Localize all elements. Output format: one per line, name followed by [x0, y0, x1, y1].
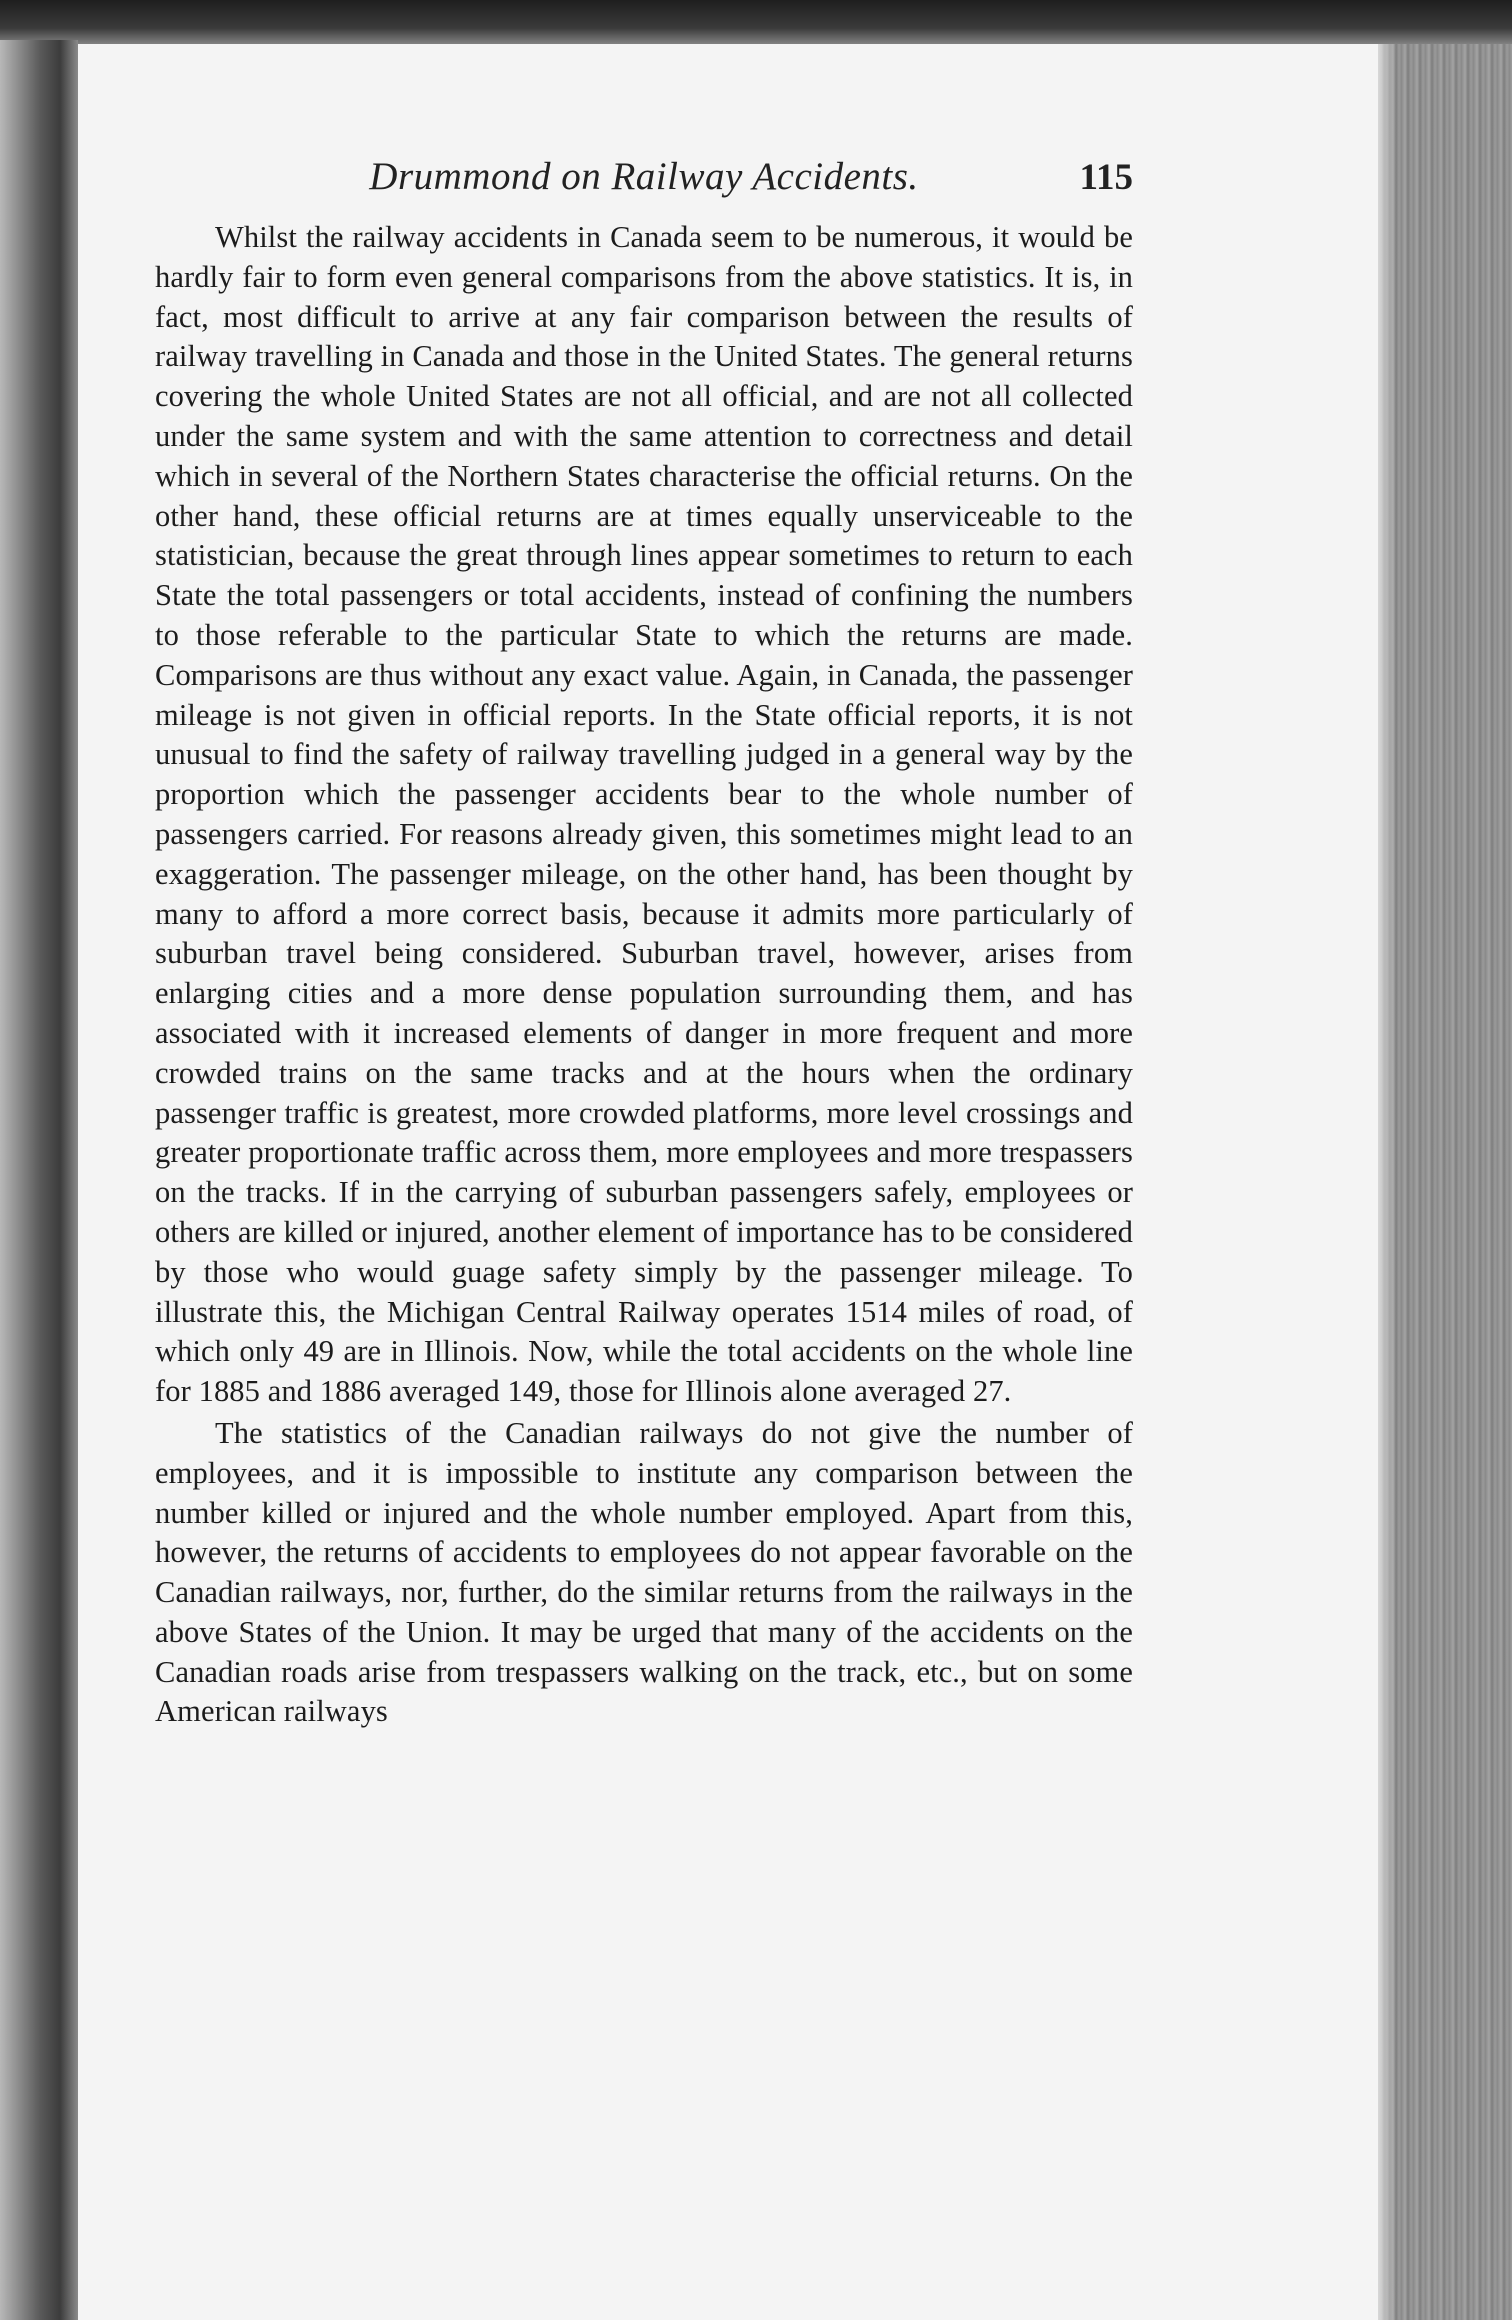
top-binding-edge	[0, 0, 1512, 46]
paragraph-2: The statistics of the Canadian railways do not give the number of employees, and it is impossible to institute any comparison between the number killed or injured and the whole number employed. Apart from this, however, the returns of accidents to employees do not appear favorable on the Canadian railways, nor, further, do the similar returns from the railways in the above States of the Union. It may be urged that many of the accidents on the Canadian roads arise from trespassers walking on the track, etc., but on some American railways	[155, 1415, 1133, 1729]
page-text-block	[155, 150, 1133, 1732]
page-number: 115	[1079, 157, 1133, 198]
running-title: Drummond on Railway Accidents.	[369, 155, 919, 198]
left-gutter-edge	[0, 40, 78, 2320]
page-header	[155, 150, 1133, 218]
page-edge-shadow	[1378, 44, 1396, 2320]
page-stack-edge	[1378, 44, 1512, 2320]
paragraph-1: Whilst the railway accidents in Canada seem to be numerous, it would be hardly fair to form even general comparisons from the above statistics. It is, in fact, most difficult to arrive at any fair comparison between the results of railway travelling in Canada and those in the United States. The general returns covering the whole United States are not all official, and are not all collected under the same system and with the same attention to correctness and detail which in several of the Northern States characterise the official returns. On the other hand, these official returns are at times equally unserviceable to the statistician, because the great through lines appear sometimes to return to each State the total passengers or total accidents, instead of confining the numbers to those referable to the particular State to which the returns are made. Comparisons are thus without any exact value. Again, in Canada, the passenger mileage is not given in official reports. In the State official reports, it is not unusual to find the safety of railway travelling judged in a general way by the proportion which the passenger accidents bear to the whole number of passengers carried. For reasons already given, this sometimes might lead to an exaggeration. The passenger mileage, on the other hand, has been thought by many to afford a more correct basis, because it admits more particularly of suburban travel being considered. Suburban travel, however, arises from enlarging cities and a more dense population surrounding them, and has associated with it increased elements of danger in more frequent and more crowded trains on the same tracks and at the hours when the ordinary passenger traffic is greatest, more crowded platforms, more level crossings and greater proportionate traffic across them, more employees and more trespassers on the tracks. If in the carrying of suburban passengers safely, employees or others are killed or injured, another element of importance has to be considered by those who would guage safety simply by the passenger mileage. To illustrate this, the Michigan Central Railway operates 1514 miles of road, of which only 49 are in Illinois. Now, while the total accidents on the whole line for 1885 and 1886 averaged 149, those for Illinois alone averaged 27.	[155, 220, 1133, 1409]
